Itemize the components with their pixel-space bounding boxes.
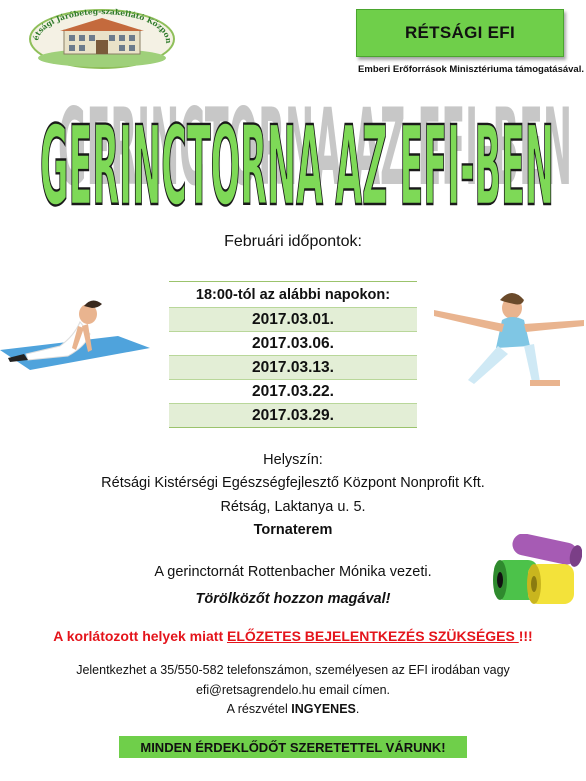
free-label: INGYENES: [291, 702, 356, 716]
bring-towel-text: Törölközőt hozzon magával!: [195, 591, 391, 607]
ministry-note: Emberi Erőforrások Minisztériuma támogatásával.: [358, 64, 584, 75]
title-text: GERINCTORNA AZ EFI-BEN: [40, 102, 554, 216]
page-title: [14, 86, 580, 216]
registration-warning: [0, 628, 586, 644]
warning-prefix: A korlátozott helyek miatt: [53, 628, 228, 644]
efi-header-box: [356, 9, 564, 57]
date-row: 2017.03.22.: [169, 379, 417, 403]
date-row: 2017.03.13.: [169, 355, 417, 379]
logo-text: étsági Járóbeteg-szakellátó Közpon: [31, 8, 174, 44]
location-name: Rétsági Kistérségi Egészségfejlesztő Központ Nonprofit Kft.: [101, 475, 485, 491]
contact-line-email: efi@retsagrendelo.hu email címen.: [195, 683, 391, 697]
leader-text: A gerinctornát Rottenbacher Mónika vezeti.: [154, 564, 432, 580]
date-row: 2017.03.29.: [169, 403, 417, 428]
schedule-intro: Februári időpontok:: [224, 233, 362, 250]
date-row: 2017.03.06.: [169, 331, 417, 355]
logo: [28, 8, 176, 70]
warning-suffix: !!!: [518, 628, 533, 644]
schedule-header: 18:00-tól az alábbi napokon:: [169, 281, 417, 307]
welcome-text: MINDEN ÉRDEKLŐDŐT SZERETETTEL VÁRUNK!: [140, 739, 446, 755]
date-row: 2017.03.01.: [169, 307, 417, 331]
title-shadow: GERINCTORNA AZ EFI-BEN: [58, 86, 572, 209]
participation-free-note: [0, 702, 586, 716]
warning-emphasis: ELŐZETES BEJELENTKEZÉS SZÜKSÉGES: [227, 628, 519, 644]
location-room: Tornaterem: [253, 522, 333, 538]
location-label: Helyszín:: [263, 452, 323, 468]
yoga-balance-image: [432, 286, 586, 394]
welcome-banner: [119, 736, 467, 758]
yoga-mats-image: [490, 534, 582, 608]
schedule-table: [169, 281, 417, 428]
location-address: Rétság, Laktanya u. 5.: [220, 499, 366, 515]
contact-line-phone: Jelentkezhet a 35/550-582 telefonszámon, személyesen az EFI irodában vagy: [76, 663, 510, 677]
yoga-cobra-image: [0, 278, 150, 376]
free-prefix: A részvétel: [226, 702, 292, 716]
efi-label: RÉTSÁGI EFI: [404, 23, 516, 42]
free-suffix: .: [355, 702, 360, 716]
